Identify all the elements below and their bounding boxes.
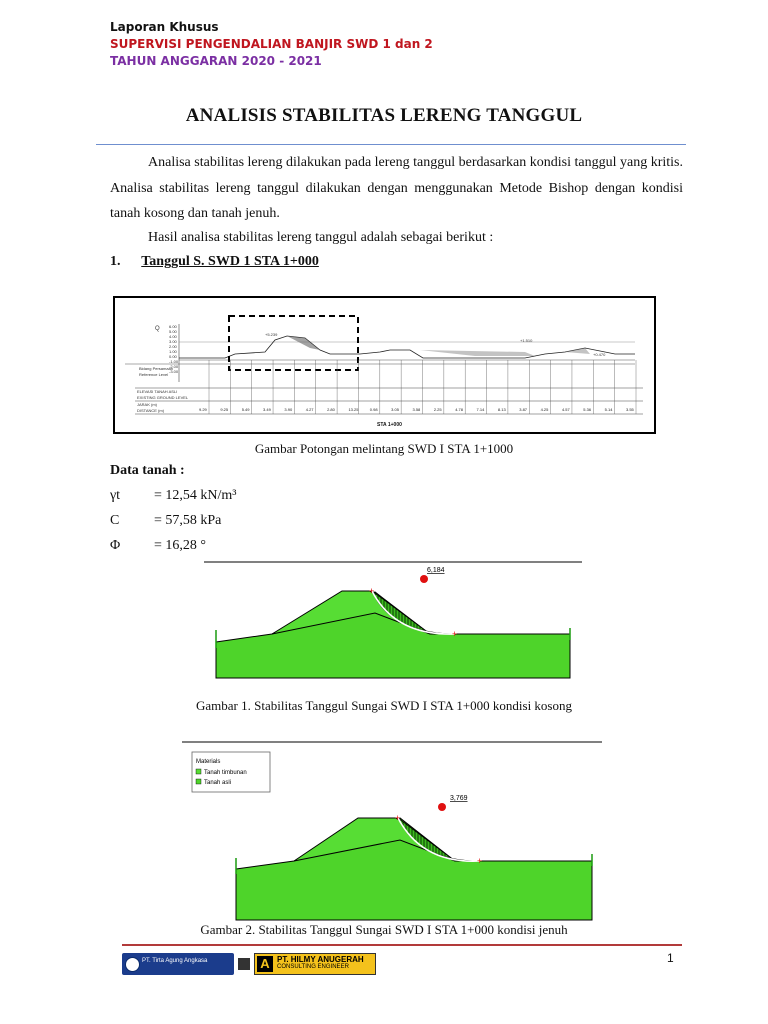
page-title: ANALISIS STABILITAS LERENG TANGGUL: [185, 105, 583, 126]
row-label: Reference Level: [139, 372, 169, 377]
footer-rule: [122, 944, 682, 946]
project-name: SUPERVISI PENGENDALIAN BANJIR SWD 1 dan 2: [110, 37, 433, 51]
cross-section-drawing: [115, 298, 654, 432]
distance-value: 3.90: [284, 407, 293, 412]
svg-text:+: +: [452, 629, 458, 639]
distance-value: 7.14: [476, 407, 485, 412]
data-tanah-heading: Data tanah :: [110, 463, 185, 478]
logo-hilmy-anugerah: [254, 953, 376, 975]
distance-value: 13.25: [348, 407, 359, 412]
row-label: Bidang Persamaan: [139, 366, 174, 371]
legend-title: Materials: [196, 759, 221, 765]
logo-tirta-agung: [122, 953, 234, 975]
soil-cohesion: C = 57,58 kPa: [110, 513, 222, 528]
page-number: 1: [667, 951, 674, 965]
svg-text:4.00: 4.00: [169, 334, 177, 339]
svg-text:+0.470: +0.470: [593, 352, 606, 357]
distance-value: 5.14: [604, 407, 613, 412]
svg-text:3.00: 3.00: [169, 339, 177, 344]
distance-value: 5.49: [241, 407, 250, 412]
distance-value: 3.87: [519, 407, 528, 412]
svg-text:+: +: [477, 856, 483, 866]
soil-friction-angle: Φ = 16,28 °: [110, 538, 206, 553]
figure1-caption: Gambar 1. Stabilitas Tanggul Sungai SWD I STA 1+000 kondisi kosong: [196, 698, 572, 713]
distance-value: 3.58: [412, 407, 421, 412]
title-rule: [96, 144, 686, 145]
fiscal-year: TAHUN ANGGARAN 2020 - 2021: [110, 54, 322, 68]
distance-value: 3.49: [263, 407, 271, 412]
svg-text:+5.239: +5.239: [265, 332, 278, 337]
figure2-caption: Gambar 2. Stabilitas Tanggul Sungai SWD I STA 1+000 kondisi jenuh: [200, 922, 568, 937]
cross-section-caption: Gambar Potongan melintang SWD I STA 1+1000: [254, 441, 514, 456]
row-label: DISTANCE (m): [137, 408, 165, 413]
section-heading: [110, 254, 319, 270]
globe-icon: [125, 957, 140, 972]
svg-text:-2.00: -2.00: [169, 364, 179, 369]
magnifier-icon: Q: [155, 326, 160, 332]
slip-center-marker: [438, 803, 446, 811]
legend-item: Tanah asli: [204, 780, 232, 786]
svg-text:+1.510: +1.510: [520, 338, 533, 343]
legend-item: Tanah timbunan: [204, 770, 247, 776]
distance-value: 4.25: [540, 407, 549, 412]
distance-value: 3.05: [391, 407, 399, 412]
focus-box: [229, 316, 358, 370]
svg-text:+: +: [369, 586, 375, 596]
cross-section-frame: [113, 296, 656, 434]
distance-value: 2.80: [327, 407, 335, 412]
svg-text:+: +: [395, 813, 401, 823]
svg-text:6.00: 6.00: [169, 324, 177, 329]
factor-of-safety-label: 3,769: [450, 795, 468, 802]
svg-text:-1.00: -1.00: [169, 359, 179, 364]
distance-value: 9.25: [220, 407, 229, 412]
slip-center-marker: [420, 575, 428, 583]
ha-logo-icon: A: [257, 956, 273, 972]
svg-text:-3.00: -3.00: [169, 369, 179, 374]
sta-label: STA 1+000: [377, 422, 402, 428]
logo2-subtitle: CONSULTING ENGINEER: [277, 964, 349, 970]
svg-text:1.00: 1.00: [169, 349, 177, 354]
figure1-stability-diagram: [200, 558, 590, 688]
section-title: Tanggul S. SWD 1 STA 1+000: [141, 254, 319, 269]
row-label: JARAK (m): [137, 402, 157, 407]
svg-text:0.00: 0.00: [169, 354, 177, 359]
distance-value: 9.29: [199, 407, 207, 412]
figure2-stability-diagram: [180, 736, 605, 926]
logo1-text: PT. Tirta Agung Angkasa: [142, 958, 208, 964]
svg-text:2.00: 2.00: [169, 344, 177, 349]
soil-unit-weight: γt = 12,54 kN/m³: [110, 488, 237, 503]
distance-value: 4.27: [305, 407, 314, 412]
distance-value: 4.57: [561, 407, 570, 412]
distance-value: 3.55: [626, 407, 634, 412]
section-number: 1.: [110, 254, 121, 269]
factor-of-safety-label: 6,184: [427, 567, 445, 574]
report-type: Laporan Khusus: [110, 20, 219, 34]
paragraph-intro: Analisa stabilitas lereng dilakukan pada lereng tanggul berdasarkan kondisi tanggul yang kritis. Analisa stabilitas lereng tanggul dilakukan dengan menggunakan Metode Bishop dengan kondisi tanah kosong dan tanah jenuh.: [110, 155, 683, 221]
row-label: ELEVASI TANAH ASLI: [137, 389, 178, 394]
paragraph-results: Hasil analisa stabilitas lereng tanggul adalah sebagai berikut :: [148, 230, 494, 245]
distance-value: 4.78: [455, 407, 463, 412]
distance-value: 2.25: [433, 407, 442, 412]
distance-value: 0.98: [369, 407, 378, 412]
emblem-icon: [238, 958, 250, 970]
row-label: EXISTING GROUND LEVEL: [137, 395, 189, 400]
distance-value: 5.36: [583, 407, 592, 412]
logo2-title: PT. HILMY ANUGERAH: [277, 955, 364, 964]
svg-text:5.00: 5.00: [169, 329, 177, 334]
distance-value: 8.13: [497, 407, 506, 412]
